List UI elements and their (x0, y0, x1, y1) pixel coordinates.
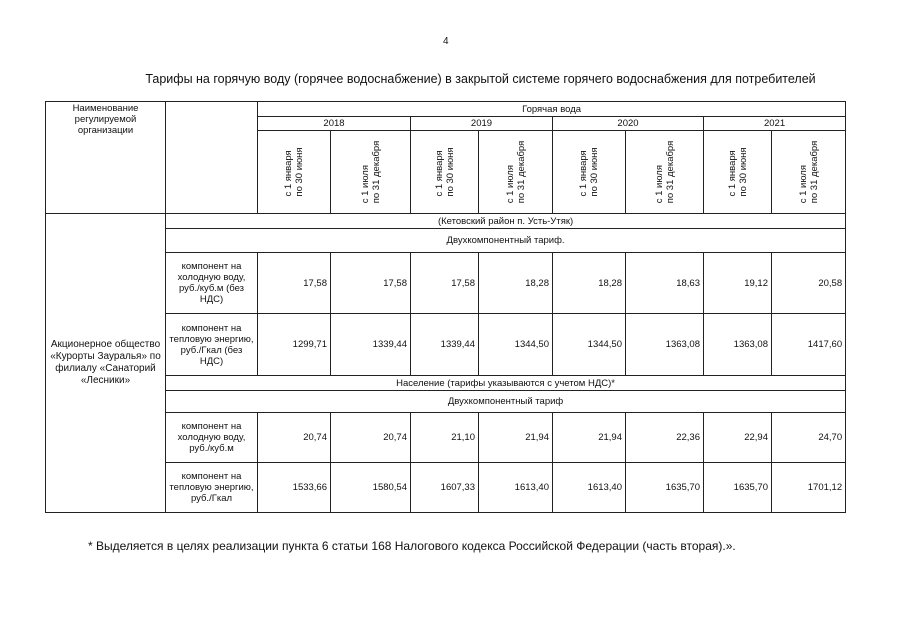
org-column-header: Наименование регулируемой организации (46, 102, 166, 214)
label-column-header (166, 102, 258, 214)
value-cell: 20,74 (258, 413, 331, 463)
value-cell: 1533,66 (258, 463, 331, 513)
year-header: 2021 (704, 117, 846, 131)
value-cell: 1635,70 (704, 463, 772, 513)
period-header: с 1 июля по 31 декабря (772, 131, 846, 214)
value-cell: 22,36 (626, 413, 704, 463)
table-row (46, 413, 846, 463)
year-header: 2020 (553, 117, 704, 131)
value-cell: 17,58 (411, 253, 479, 314)
value-cell: 1613,40 (479, 463, 553, 513)
value-cell: 20,74 (331, 413, 411, 463)
value-cell: 21,94 (553, 413, 626, 463)
value-cell: 19,12 (704, 253, 772, 314)
value-cell: 17,58 (331, 253, 411, 314)
footnote: * Выделяется в целях реализации пункта 6 статьи 168 Налогового кодекса Российской Федерации (часть вторая).». (88, 539, 736, 553)
hot-water-header: Горячая вода (258, 102, 846, 117)
document-title: Тарифы на горячую воду (горячее водоснабжение) в закрытой системе горячего водоснабжения для потребителей (145, 72, 816, 86)
value-cell: 1363,08 (704, 314, 772, 376)
value-cell: 17,58 (258, 253, 331, 314)
year-header: 2018 (258, 117, 411, 131)
value-cell: 1339,44 (411, 314, 479, 376)
value-cell: 21,94 (479, 413, 553, 463)
organization-name: Акционерное общество «Курорты Зауралья» по филиалу «Санаторий «Лесники» (46, 214, 166, 513)
page-number: 4 (443, 36, 449, 47)
year-header: 2019 (411, 117, 553, 131)
table-row (46, 463, 846, 513)
population-row: Население (тарифы указываются с учетом НДС)* (166, 376, 846, 391)
value-cell: 1635,70 (626, 463, 704, 513)
table-row (46, 253, 846, 314)
value-cell: 1344,50 (553, 314, 626, 376)
value-cell: 1299,71 (258, 314, 331, 376)
period-header: с 1 июля по 31 декабря (331, 131, 411, 214)
value-cell: 1607,33 (411, 463, 479, 513)
value-cell: 18,28 (553, 253, 626, 314)
value-cell: 22,94 (704, 413, 772, 463)
period-header: с 1 января по 30 июня (704, 131, 772, 214)
row-label: компонент на тепловую энергию, руб./Гкал (без НДС) (166, 314, 258, 376)
value-cell: 1701,12 (772, 463, 846, 513)
value-cell: 1417,60 (772, 314, 846, 376)
value-cell: 18,63 (626, 253, 704, 314)
value-cell: 1344,50 (479, 314, 553, 376)
period-header: с 1 июля по 31 декабря (626, 131, 704, 214)
period-header: с 1 января по 30 июня (553, 131, 626, 214)
tariff-type-row: Двухкомпонентный тариф (166, 391, 846, 413)
row-label: компонент на тепловую энергию, руб./Гкал (166, 463, 258, 513)
row-label: компонент на холодную воду, руб./куб.м (166, 413, 258, 463)
value-cell: 1580,54 (331, 463, 411, 513)
value-cell: 1363,08 (626, 314, 704, 376)
value-cell: 1613,40 (553, 463, 626, 513)
value-cell: 20,58 (772, 253, 846, 314)
table-row (46, 314, 846, 376)
value-cell: 1339,44 (331, 314, 411, 376)
value-cell: 21,10 (411, 413, 479, 463)
period-header: с 1 июля по 31 декабря (479, 131, 553, 214)
region-row: (Кетовский район п. Усть-Утяк) (166, 214, 846, 229)
value-cell: 18,28 (479, 253, 553, 314)
row-label: компонент на холодную воду, руб./куб.м (без НДС) (166, 253, 258, 314)
period-header: с 1 января по 30 июня (258, 131, 331, 214)
value-cell: 24,70 (772, 413, 846, 463)
tariff-type-row: Двухкомпонентный тариф. (166, 229, 846, 253)
tariff-table (45, 101, 846, 513)
period-header: с 1 января по 30 июня (411, 131, 479, 214)
